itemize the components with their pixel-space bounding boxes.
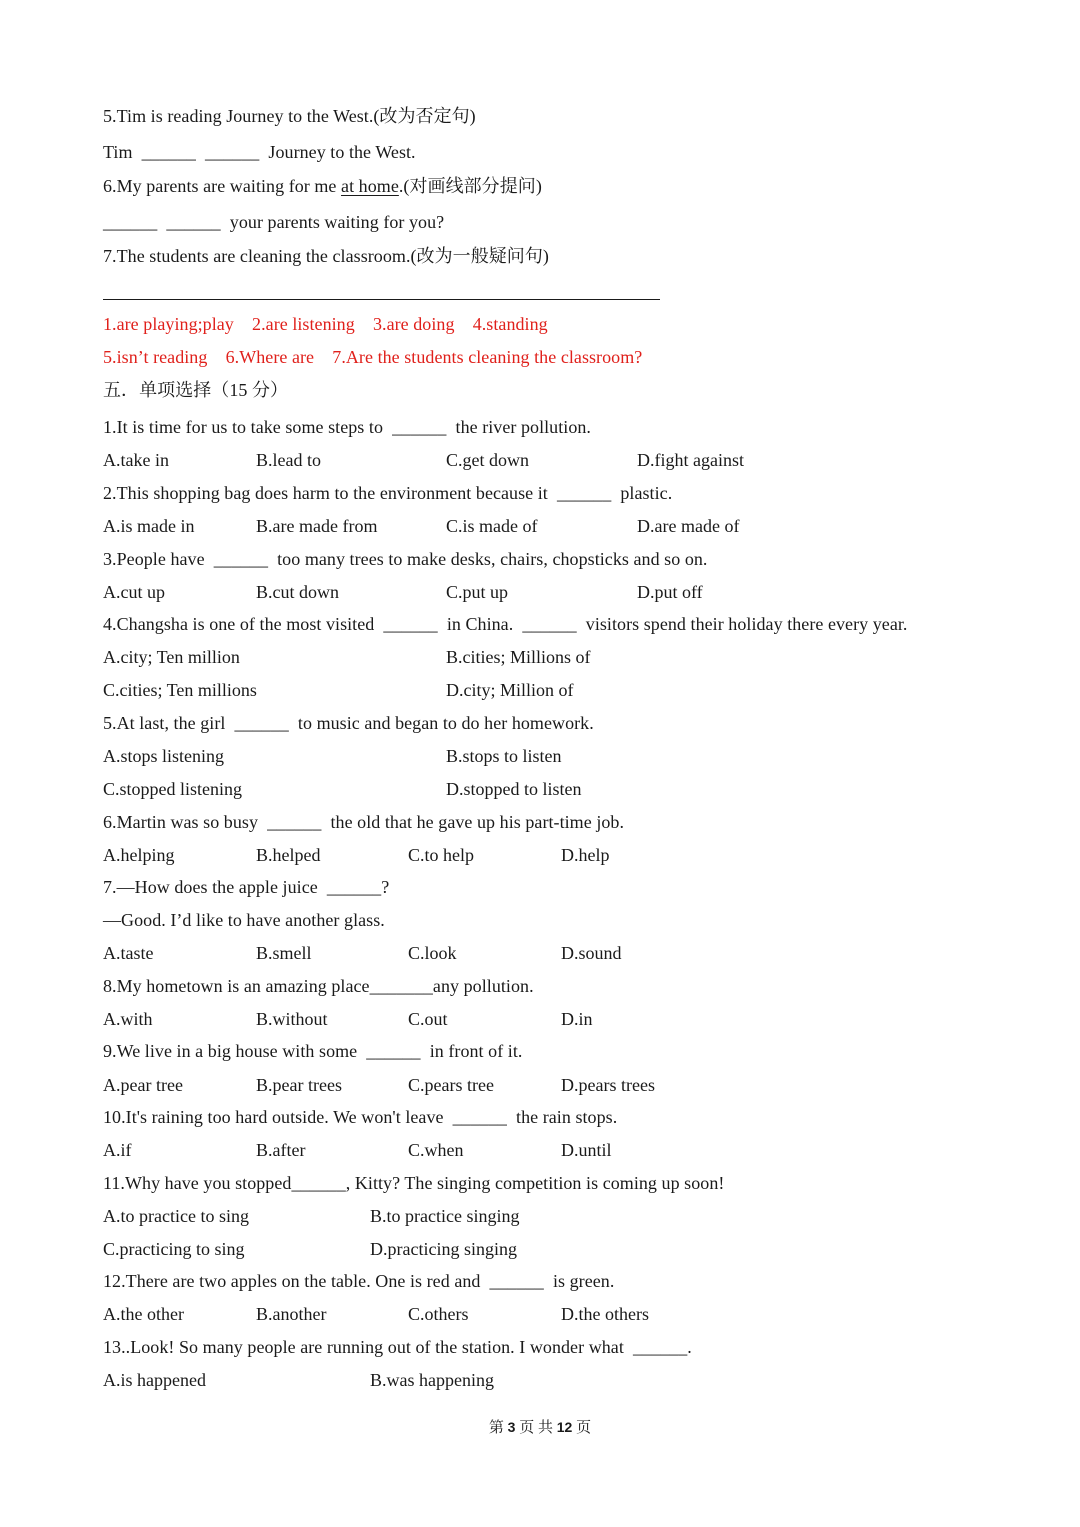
question-stem: 1.It is time for us to take some steps to ______ the river pollution.	[103, 417, 591, 437]
question-stem: 10.It's raining too hard outside. We won't leave ______ the rain stops.	[103, 1107, 618, 1127]
section-heading: 五．单项选择（15 分）	[103, 380, 289, 400]
option-c: C.get down	[446, 450, 529, 470]
option-a: A.helping	[103, 845, 175, 865]
option-d: D.help	[561, 845, 610, 865]
s4-q7: 7.The students are cleaning the classroom.(改为一般疑问句)	[103, 246, 549, 266]
answer-key-line-1: 1.are playing;play 2.are listening 3.are doing 4.standing	[103, 314, 548, 334]
option-c: C.others	[408, 1304, 469, 1324]
s4-q5: 5.Tim is reading Journey to the West.(改为否定句)	[103, 106, 476, 126]
s4-q6-post: .(对画线部分提问)	[398, 176, 542, 196]
option-c: C.is made of	[446, 516, 538, 536]
s4-q5-answer-line: Tim ______ ______ Journey to the West.	[103, 142, 416, 162]
option-b: B.cut down	[256, 582, 339, 602]
option-a: A.taste	[103, 943, 154, 963]
option-d: D.are made of	[637, 516, 740, 536]
option-a: A.take in	[103, 450, 169, 470]
option-d: D.the others	[561, 1304, 649, 1324]
option-c: C.practicing to sing	[103, 1239, 245, 1259]
option-a: A.with	[103, 1009, 153, 1029]
option-b: B.to practice singing	[370, 1206, 520, 1226]
footer-prefix: 第	[488, 1420, 504, 1436]
option-c: C.out	[408, 1009, 448, 1029]
option-a: A.cut up	[103, 582, 165, 602]
option-b: B.after	[256, 1140, 306, 1160]
option-b: B.cities; Millions of	[446, 647, 591, 667]
question-stem: 9.We live in a big house with some ______ in front of it.	[103, 1041, 523, 1061]
option-c: C.put up	[446, 582, 509, 602]
option-d: D.pears trees	[561, 1075, 655, 1095]
question-stem: 8.My hometown is an amazing place_______any pollution.	[103, 976, 534, 996]
s4-q6-pre: 6.My parents are waiting for me	[103, 176, 342, 196]
option-b: B.pear trees	[256, 1075, 342, 1095]
question-stem: 2.This shopping bag does harm to the environment because it ______ plastic.	[103, 483, 673, 503]
question-stem: 7.—How does the apple juice ______?	[103, 877, 390, 897]
option-c: C.when	[408, 1140, 464, 1160]
option-a: A.city; Ten million	[103, 647, 240, 667]
option-d: D.stopped to listen	[446, 779, 582, 799]
option-b: B.are made from	[256, 516, 378, 536]
option-a: A.if	[103, 1140, 132, 1160]
option-b: B.was happening	[370, 1370, 494, 1390]
footer-middle: 页 共	[519, 1420, 553, 1436]
option-b: B.stops to listen	[446, 746, 562, 766]
option-c: C.to help	[408, 845, 474, 865]
page-footer	[0, 1417, 1080, 1438]
question-stem: 6.Martin was so busy ______ the old that he gave up his part-time job.	[103, 812, 625, 832]
option-b: B.smell	[256, 943, 312, 963]
option-d: D.until	[561, 1140, 612, 1160]
option-b: B.without	[256, 1009, 328, 1029]
s4-q6	[103, 175, 542, 197]
option-a: A.the other	[103, 1304, 184, 1324]
answer-key-line-2: 5.isn’t reading 6.Where are 7.Are the students cleaning the classroom?	[103, 347, 643, 367]
footer-total-pages: 12	[556, 1419, 573, 1435]
question-stem-reply: —Good. I’d like to have another glass.	[103, 910, 385, 930]
option-b: B.helped	[256, 845, 321, 865]
option-d: D.fight against	[637, 450, 744, 470]
option-c: C.look	[408, 943, 457, 963]
footer-suffix: 页	[576, 1420, 592, 1436]
option-d: D.practicing singing	[370, 1239, 517, 1259]
question-stem: 4.Changsha is one of the most visited ______ in China. ______ visitors spend their holiday there every year.	[103, 614, 908, 634]
option-d: D.city; Million of	[446, 680, 574, 700]
question-stem: 13..Look! So many people are running out of the station. I wonder what ______.	[103, 1337, 692, 1357]
option-c: C.cities; Ten millions	[103, 680, 257, 700]
option-a: A.stops listening	[103, 746, 225, 766]
answer-rule-line	[103, 299, 660, 300]
s4-q6-underlined: at home	[341, 176, 399, 196]
footer-page-number: 3	[507, 1419, 516, 1435]
s4-q6-answer-line: ______ ______ your parents waiting for you?	[103, 212, 445, 232]
question-stem: 12.There are two apples on the table. One is red and ______ is green.	[103, 1271, 615, 1291]
option-d: D.sound	[561, 943, 622, 963]
question-stem: 11.Why have you stopped______, Kitty? The singing competition is coming up soon!	[103, 1173, 725, 1193]
question-stem: 3.People have ______ too many trees to make desks, chairs, chopsticks and so on.	[103, 549, 708, 569]
option-d: D.in	[561, 1009, 593, 1029]
option-a: A.is happened	[103, 1370, 206, 1390]
option-a: A.pear tree	[103, 1075, 183, 1095]
option-c: C.pears tree	[408, 1075, 494, 1095]
option-d: D.put off	[637, 582, 703, 602]
option-c: C.stopped listening	[103, 779, 242, 799]
option-b: B.lead to	[256, 450, 321, 470]
question-stem: 5.At last, the girl ______ to music and began to do her homework.	[103, 713, 594, 733]
option-b: B.another	[256, 1304, 327, 1324]
option-a: A.to practice to sing	[103, 1206, 249, 1226]
option-a: A.is made in	[103, 516, 195, 536]
